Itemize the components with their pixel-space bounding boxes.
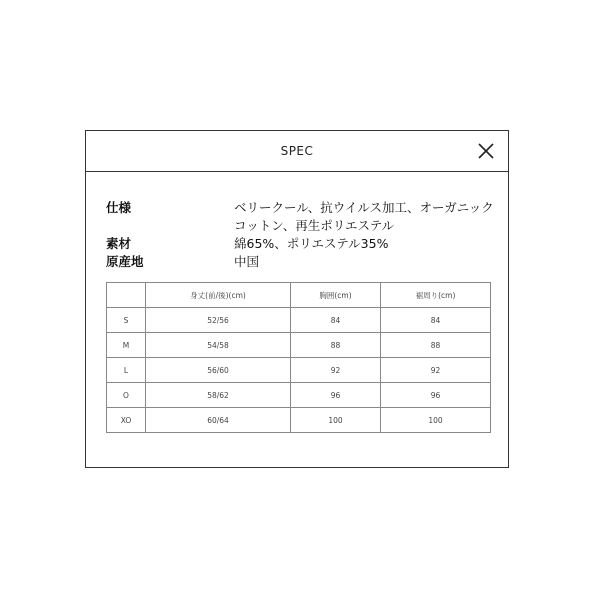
hem-cell: 100: [381, 408, 491, 433]
length-cell: 52/56: [146, 308, 291, 333]
spec-list: [106, 199, 496, 271]
spec-value: ベリークール、抗ウイルス加工、オーガニックコットン、再生ポリエステル: [234, 200, 494, 233]
spec-row-material: [106, 235, 496, 253]
size-cell: O: [107, 383, 146, 408]
table-header-chest: 胸囲(cm): [291, 283, 381, 308]
size-cell: M: [107, 333, 146, 358]
length-cell: 58/62: [146, 383, 291, 408]
table-header-size: [107, 283, 146, 308]
size-cell: L: [107, 358, 146, 383]
chest-cell: 100: [291, 408, 381, 433]
hem-cell: 88: [381, 333, 491, 358]
length-cell: 54/58: [146, 333, 291, 358]
table-row: [107, 333, 491, 358]
chest-cell: 96: [291, 383, 381, 408]
chest-cell: 84: [291, 308, 381, 333]
table-row: [107, 358, 491, 383]
spec-label: 素材: [106, 236, 132, 251]
chest-cell: 92: [291, 358, 381, 383]
table-row: [107, 408, 491, 433]
spec-label: 原産地: [106, 254, 144, 269]
table-header-length: 身丈(前/後)(cm): [146, 283, 291, 308]
hem-cell: 84: [381, 308, 491, 333]
spec-label: 仕様: [106, 200, 132, 215]
size-cell: S: [107, 308, 146, 333]
spec-value: 中国: [234, 254, 260, 269]
size-cell: XO: [107, 408, 146, 433]
length-cell: 56/60: [146, 358, 291, 383]
modal-header: [86, 131, 508, 172]
size-table: [106, 282, 491, 433]
hem-cell: 96: [381, 383, 491, 408]
table-row: [107, 308, 491, 333]
spec-row-origin: [106, 253, 496, 271]
table-header-hem: 裾周り(cm): [381, 283, 491, 308]
modal-title: SPEC: [280, 144, 314, 158]
length-cell: 60/64: [146, 408, 291, 433]
spec-row-specification: [106, 199, 496, 235]
close-icon: [476, 141, 496, 161]
chest-cell: 88: [291, 333, 381, 358]
spec-value: 綿65%、ポリエステル35%: [234, 236, 389, 251]
table-header-row: [107, 283, 491, 308]
close-button[interactable]: [476, 141, 496, 161]
hem-cell: 92: [381, 358, 491, 383]
table-row: [107, 383, 491, 408]
